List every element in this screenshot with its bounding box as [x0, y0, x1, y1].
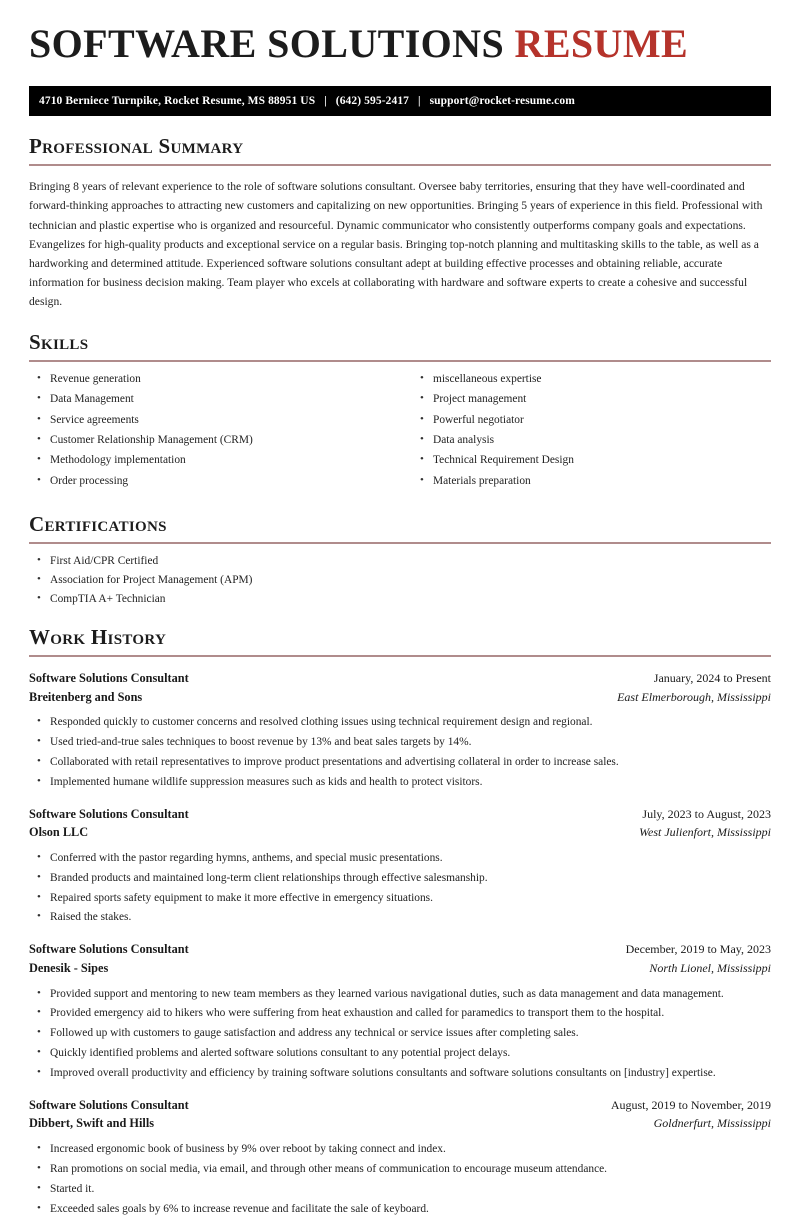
list-item: • Repaired sports safety equipment to make it more effective in emergency situations.: [29, 891, 771, 906]
list-item: • Customer Relationship Management (CRM): [29, 433, 400, 448]
job-company-row: [29, 823, 771, 842]
job-company-row: [29, 688, 771, 707]
list-item: • Responded quickly to customer concerns and resolved clothing issues using technical requirement design and regional.: [29, 715, 771, 730]
list-item: • Order processing: [29, 474, 400, 489]
work-history-entry: [29, 805, 771, 926]
list-item: • Methodology implementation: [29, 453, 400, 468]
job-location: Goldnerfurt, Mississippi: [653, 1116, 771, 1131]
job-bullets: [29, 851, 771, 925]
list-item: • Branded products and maintained long-term client relationships through effective salesmanship.: [29, 871, 771, 886]
list-item: • Followed up with customers to gauge satisfaction and address any technical or service issues after completing sales.: [29, 1026, 771, 1041]
list-item: • Exceeded sales goals by 6% to increase revenue and facilitate the sale of keyboard.: [29, 1202, 771, 1217]
job-location: North Lionel, Mississippi: [649, 960, 771, 975]
work-history-jobs: [29, 669, 771, 1217]
section-heading-work-history: Work History: [29, 624, 167, 649]
section-rule: [29, 655, 771, 657]
job-title-row: [29, 805, 771, 824]
list-item: • Provided emergency aid to hikers who were suffering from heat exhaustion and called for paramedics to transport them to the hospital.: [29, 1006, 771, 1021]
list-item: • Data analysis: [412, 433, 771, 448]
job-bullets: [29, 987, 771, 1081]
section-rule: [29, 360, 771, 362]
job-company-row: [29, 959, 771, 978]
list-item: • Data Management: [29, 392, 400, 407]
skills-list-1: [29, 372, 400, 488]
job-company: Olson LLC: [29, 825, 89, 840]
section-heading-certifications: Certifications: [29, 511, 167, 536]
skills-column-1: [29, 372, 400, 494]
job-company-row: [29, 1114, 771, 1133]
job-company: Denesik - Sipes: [29, 960, 109, 975]
list-item: • Project management: [412, 392, 771, 407]
title-main-text: SOFTWARE SOLUTIONS: [29, 21, 505, 66]
job-dates: January, 2024 to Present: [653, 670, 771, 685]
list-item: • Conferred with the pastor regarding hymns, anthems, and special music presentations.: [29, 851, 771, 866]
list-item: • Implemented humane wildlife suppression measures such as kids and health to protect visitors.: [29, 775, 771, 790]
job-company: Dibbert, Swift and Hills: [29, 1116, 155, 1131]
page-title: [29, 0, 771, 67]
list-item: • Used tried-and-true sales techniques to boost revenue by 13% and beat sales targets by 14%.: [29, 735, 771, 750]
contact-phone[interactable]: (642) 595-2417: [335, 94, 410, 107]
job-dates: December, 2019 to May, 2023: [625, 942, 771, 957]
section-professional-summary: [29, 133, 771, 312]
list-item: • Powerful negotiator: [412, 413, 771, 428]
job-location: West Julienfort, Mississippi: [639, 825, 771, 840]
job-location: East Elmerborough, Mississippi: [617, 689, 771, 704]
list-item: • Collaborated with retail representatives to improve product presentations and advertising collateral in order to increase sales.: [29, 755, 771, 770]
job-title-row: [29, 669, 771, 688]
title-accent-text: RESUME: [514, 21, 689, 66]
list-item: • Ran promotions on social media, via email, and through other means of communication to encourage museum attendance.: [29, 1162, 771, 1177]
list-item: • Quickly identified problems and alerted software solutions consultant to any potential project delays.: [29, 1046, 771, 1061]
section-heading-skills: Skills: [29, 329, 89, 354]
job-title: Software Solutions Consultant: [29, 1097, 189, 1112]
list-item: • Provided support and mentoring to new team members as they learned various navigational duties, such as data management and data management.: [29, 987, 771, 1002]
skills-list-2: [412, 372, 771, 488]
job-title: Software Solutions Consultant: [29, 942, 189, 957]
job-company: Breitenberg and Sons: [29, 689, 143, 704]
skills-column-2: [400, 372, 771, 494]
work-history-entry: [29, 940, 771, 1081]
list-item: • Raised the stakes.: [29, 910, 771, 925]
list-item: • Increased ergonomic book of business by 9% over reboot by taking connect and index.: [29, 1142, 771, 1157]
list-item: • Technical Requirement Design: [412, 453, 771, 468]
contact-separator-2: |: [418, 94, 421, 107]
job-dates: July, 2023 to August, 2023: [642, 806, 771, 821]
section-heading-professional-summary: Professional Summary: [29, 133, 244, 158]
job-title-row: [29, 1096, 771, 1115]
contact-bar: [29, 86, 771, 116]
contact-address: 4710 Berniece Turnpike, Rocket Resume, MS 88951 US: [39, 94, 316, 107]
list-item: • miscellaneous expertise: [412, 372, 771, 387]
section-rule: [29, 542, 771, 544]
contact-separator-1: |: [324, 94, 327, 107]
list-item: • Revenue generation: [29, 372, 400, 387]
job-dates: August, 2019 to November, 2019: [610, 1097, 771, 1112]
section-rule: [29, 164, 771, 166]
list-item: • Materials preparation: [412, 474, 771, 489]
job-title: Software Solutions Consultant: [29, 670, 189, 685]
section-skills: [29, 329, 771, 494]
job-bullets: [29, 1142, 771, 1216]
section-certifications: [29, 511, 771, 607]
list-item: • CompTIA A+ Technician: [29, 592, 771, 607]
list-item: • First Aid/CPR Certified: [29, 554, 771, 569]
certifications-list: [29, 554, 771, 606]
professional-summary-text: Bringing 8 years of relevant experience to the role of software solutions consultant. Oversee baby territories, ensuring that they have well-coordinated and forward-thinking approaches to attracting new customers and capitalizing on new opportunities. Bringing 5 years of experience in this field. Professional with technician and plastic expertise who is organized and resourceful. Dynamic communicator who consistently outperforms company goals and expectations. Evangelizes for high-quality products and exceptional service on a regular basis. Bringing top-notch planning and multitasking skills to the table, as well as a hardworking and determined attitude. Experienced software solutions consultant adept at building effective processes and obtaining reliable, accurate information for business decision making. Team player who excels at collaborating with hardware and software experts to create a cohesive and successful design.: [29, 180, 763, 309]
list-item: • Association for Project Management (APM): [29, 573, 771, 588]
list-item: • Service agreements: [29, 413, 400, 428]
job-title-row: [29, 940, 771, 959]
list-item: • Improved overall productivity and efficiency by training software solutions consultants and software solutions consultants on [industry] expertise.: [29, 1066, 771, 1081]
work-history-entry: [29, 669, 771, 790]
job-bullets: [29, 715, 771, 789]
list-item: • Started it.: [29, 1182, 771, 1197]
work-history-entry: [29, 1096, 771, 1217]
job-title: Software Solutions Consultant: [29, 806, 189, 821]
contact-email[interactable]: support@rocket-resume.com: [429, 94, 575, 107]
section-work-history: [29, 624, 771, 1217]
skills-columns: [29, 372, 771, 494]
